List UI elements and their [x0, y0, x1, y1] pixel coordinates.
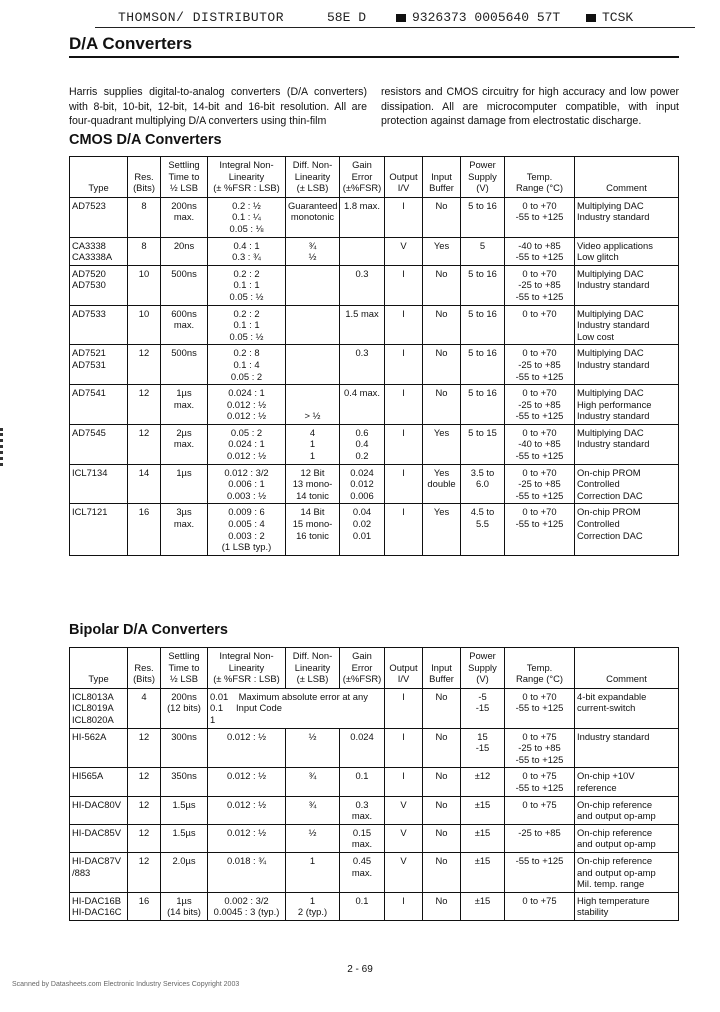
cell-res: 12: [128, 728, 161, 768]
cell-temp: 0 to +70 -55 to +125: [505, 504, 575, 555]
cell-temp: 0 to +70 -25 to +85 -55 to +125: [505, 265, 575, 305]
cell-settle: 2µs max.: [161, 424, 208, 464]
cell-inl: 0.012 : ½: [208, 824, 286, 852]
intro-col-2: resistors and CMOS circuitry for high accuracy and low power dissipation. All are microcomputer compatible, with input protection against damage from electrostatic discharge.: [381, 86, 679, 127]
cell-inl: 0.2 : 2 0.1 : 1 0.05 : ½: [208, 265, 286, 305]
column-header-comment: Comment: [575, 648, 679, 689]
cell-settle: 1µs max.: [161, 385, 208, 425]
table-row: [70, 824, 679, 852]
scan-credit: Scanned by Datasheets.com Electronic Industry Services Copyright 2003: [12, 981, 240, 988]
cell-dnl: 4 1 1: [286, 424, 340, 464]
cell-settle: 1µs: [161, 464, 208, 504]
cell-inl: 0.012 : 3/2 0.006 : 1 0.003 : ½: [208, 464, 286, 504]
cell-settle: 3µs max.: [161, 504, 208, 555]
column-header-out: Output I/V: [385, 648, 423, 689]
table-row: [70, 345, 679, 385]
table-row: [70, 688, 679, 728]
cell-gain: 0.024 0.012 0.006: [340, 464, 385, 504]
cell-type: ICL7121: [70, 504, 128, 555]
page-title: D/A Converters: [69, 34, 193, 53]
cell-settle: 1.5µs: [161, 796, 208, 824]
cell-inl: 0.024 : 1 0.012 : ½ 0.012 : ½: [208, 385, 286, 425]
column-header-type: Type: [70, 648, 128, 689]
cell-buf: Yes: [423, 424, 461, 464]
cell-buf: No: [423, 728, 461, 768]
cell-dnl: 12 Bit 13 mono- 14 tonic: [286, 464, 340, 504]
cell-buf: No: [423, 688, 461, 728]
cell-dnl: ¾ ½: [286, 237, 340, 265]
cell-type: CA3338 CA3338A: [70, 237, 128, 265]
cell-temp: 0 to +75: [505, 892, 575, 920]
bipolar-header-row: [70, 648, 679, 689]
cell-out: I: [385, 424, 423, 464]
cell-out: V: [385, 796, 423, 824]
cell-comment: Multiplying DAC High performance Industry standard: [575, 385, 679, 425]
cell-type: AD7533: [70, 305, 128, 345]
table-row: [70, 464, 679, 504]
column-header-dnl: Diff. Non- Linearity (± LSB): [286, 648, 340, 689]
cell-pwr: 5 to 16: [461, 345, 505, 385]
cell-dnl: 1: [286, 852, 340, 892]
cell-pwr: -5 -15: [461, 688, 505, 728]
cell-pwr: 5 to 16: [461, 265, 505, 305]
cell-gain: 0.1: [340, 768, 385, 796]
table-row: [70, 728, 679, 768]
cell-dnl: ¾: [286, 768, 340, 796]
cell-inl: 0.012 : ½: [208, 728, 286, 768]
cell-inl: 0.2 : 2 0.1 : 1 0.05 : ½: [208, 305, 286, 345]
cell-type: HI-DAC87V /883: [70, 852, 128, 892]
cell-gain: 0.6 0.4 0.2: [340, 424, 385, 464]
cell-out: V: [385, 852, 423, 892]
cell-comment: On-chip reference and output op-amp: [575, 824, 679, 852]
cell-comment: Multiplying DAC Industry standard: [575, 197, 679, 237]
cell-inl: 0.012 : ½: [208, 796, 286, 824]
page-number: 2 - 69: [347, 964, 373, 975]
cell-pwr: 5: [461, 237, 505, 265]
cell-out: I: [385, 345, 423, 385]
cell-dnl: Guaranteed monotonic: [286, 197, 340, 237]
header-code: 58E D: [327, 10, 367, 25]
cell-inl: 0.4 : 1 0.3 : ¾: [208, 237, 286, 265]
cell-comment: Multiplying DAC Industry standard: [575, 345, 679, 385]
cell-out: I: [385, 892, 423, 920]
cell-temp: 0 to +70 -25 to +85 -55 to +125: [505, 464, 575, 504]
cell-res: 16: [128, 892, 161, 920]
cell-settle: 600ns max.: [161, 305, 208, 345]
cell-pwr: 5 to 16: [461, 305, 505, 345]
intro-col-1: Harris supplies digital-to-analog converters (D/A converters) with 8-bit, 10-bit, 12-bit, 14-bit and 16-bit resolution. All are four-quadrant multiplying D/A converters using thin-film: [69, 86, 367, 127]
cell-temp: 0 to +70 -55 to +125: [505, 197, 575, 237]
column-header-gain: Gain Error (±%FSR): [340, 648, 385, 689]
table-row: [70, 852, 679, 892]
cell-res: 8: [128, 237, 161, 265]
column-header-res: Res. (Bits): [128, 157, 161, 198]
cell-settle: 300ns: [161, 728, 208, 768]
cell-type: AD7541: [70, 385, 128, 425]
cell-type: AD7523: [70, 197, 128, 237]
cell-comment: Industry standard: [575, 728, 679, 768]
cmos-table: [69, 156, 679, 556]
table-row: [70, 892, 679, 920]
table-row: [70, 768, 679, 796]
header-barcode: [392, 10, 560, 25]
cell-buf: No: [423, 197, 461, 237]
cell-temp: 0 to +75: [505, 796, 575, 824]
cell-buf: No: [423, 796, 461, 824]
cell-gain: 0.4 max.: [340, 385, 385, 425]
cell-inl: 0.05 : 2 0.024 : 1 0.012 : ½: [208, 424, 286, 464]
cell-settle: 200ns max.: [161, 197, 208, 237]
cell-buf: Yes: [423, 237, 461, 265]
cell-inl: 0.012 : ½: [208, 768, 286, 796]
cell-type: ICL7134: [70, 464, 128, 504]
cell-out: I: [385, 265, 423, 305]
cell-res: 12: [128, 824, 161, 852]
cell-inl: 0.2 : ½ 0.1 : ¼ 0.05 : ⅛: [208, 197, 286, 237]
cell-temp: -25 to +85: [505, 824, 575, 852]
cell-temp: 0 to +75 -55 to +125: [505, 768, 575, 796]
cell-inl: 0.018 : ¾: [208, 852, 286, 892]
cell-buf: No: [423, 892, 461, 920]
cell-out: V: [385, 237, 423, 265]
square-mark-icon: [586, 14, 596, 22]
cell-pwr: ±15: [461, 852, 505, 892]
cell-settle: 500ns: [161, 345, 208, 385]
cell-buf: Yes: [423, 504, 461, 555]
bipolar-table: [69, 647, 679, 921]
cell-comment: 4-bit expandable current-switch: [575, 688, 679, 728]
column-header-buf: Input Buffer: [423, 157, 461, 198]
table-row: [70, 796, 679, 824]
table-row: [70, 504, 679, 555]
cell-temp: 0 to +70 -55 to +125: [505, 688, 575, 728]
cell-gain: 1.8 max.: [340, 197, 385, 237]
cell-type: HI-DAC16B HI-DAC16C: [70, 892, 128, 920]
cell-type: HI565A: [70, 768, 128, 796]
cell-pwr: ±15: [461, 892, 505, 920]
title-divider: [69, 56, 679, 58]
header-right-text: TCSK: [602, 10, 634, 25]
cell-buf: No: [423, 824, 461, 852]
column-header-comment: Comment: [575, 157, 679, 198]
scan-edge-mark: [0, 428, 6, 466]
cell-res: 12: [128, 345, 161, 385]
cell-res: 16: [128, 504, 161, 555]
cell-inl: 0.002 : 3/2 0.0045 : 3 (typ.): [208, 892, 286, 920]
cell-settle: 1.5µs: [161, 824, 208, 852]
cell-out: I: [385, 688, 423, 728]
cell-res: 14: [128, 464, 161, 504]
cell-pwr: 5 to 16: [461, 385, 505, 425]
cell-gain: 0.45 max.: [340, 852, 385, 892]
cell-dnl: ¾: [286, 796, 340, 824]
cmos-header-row: [70, 157, 679, 198]
column-header-res: Res. (Bits): [128, 648, 161, 689]
cell-settle: 200ns (12 bits): [161, 688, 208, 728]
table-row: [70, 305, 679, 345]
cell-pwr: ±15: [461, 796, 505, 824]
cell-type: AD7520 AD7530: [70, 265, 128, 305]
cell-out: I: [385, 197, 423, 237]
cell-comment: On-chip PROM Controlled Correction DAC: [575, 504, 679, 555]
cell-buf: No: [423, 345, 461, 385]
cell-res: 12: [128, 852, 161, 892]
cell-dnl: [286, 345, 340, 385]
column-header-pwr: Power Supply (V): [461, 648, 505, 689]
cell-comment: High temperature stability: [575, 892, 679, 920]
bipolar-section-title: Bipolar D/A Converters: [69, 622, 228, 638]
cell-buf: No: [423, 265, 461, 305]
cell-res: 4: [128, 688, 161, 728]
cell-gain: 0.15 max.: [340, 824, 385, 852]
cell-inl: 0.009 : 6 0.005 : 4 0.003 : 2 (1 LSB typ.): [208, 504, 286, 555]
table-row: [70, 385, 679, 425]
column-header-type: Type: [70, 157, 128, 198]
cell-dnl: [286, 305, 340, 345]
cmos-section-title: CMOS D/A Converters: [69, 132, 222, 148]
column-header-dnl: Diff. Non- Linearity (± LSB): [286, 157, 340, 198]
cell-settle: 500ns: [161, 265, 208, 305]
cell-res: 12: [128, 385, 161, 425]
cell-settle: 20ns: [161, 237, 208, 265]
cell-pwr: 5 to 15: [461, 424, 505, 464]
cell-res: 12: [128, 796, 161, 824]
cell-settle: 2.0µs: [161, 852, 208, 892]
barcode-text: 9326373 0005640 57T: [412, 10, 561, 25]
cell-type: HI-DAC80V: [70, 796, 128, 824]
square-mark-icon: [396, 14, 406, 22]
cell-comment: Multiplying DAC Industry standard: [575, 265, 679, 305]
cell-type: AD7521 AD7531: [70, 345, 128, 385]
cell-inl: 0.2 : 8 0.1 : 4 0.05 : 2: [208, 345, 286, 385]
cell-gain: 0.024: [340, 728, 385, 768]
cell-comment: On-chip PROM Controlled Correction DAC: [575, 464, 679, 504]
cell-type: AD7545: [70, 424, 128, 464]
header-divider: [95, 27, 695, 28]
cell-temp: -55 to +125: [505, 852, 575, 892]
column-header-inl: Integral Non- Linearity (± %FSR : LSB): [208, 648, 286, 689]
cell-pwr: ±12: [461, 768, 505, 796]
column-header-settle: Settling Time to ½ LSB: [161, 648, 208, 689]
table-row: [70, 265, 679, 305]
cell-res: 12: [128, 768, 161, 796]
column-header-pwr: Power Supply (V): [461, 157, 505, 198]
cell-dnl: 14 Bit 15 mono- 16 tonic: [286, 504, 340, 555]
cell-gain: 1.5 max: [340, 305, 385, 345]
column-header-temp: Temp. Range (°C): [505, 157, 575, 198]
cell-settle: 350ns: [161, 768, 208, 796]
cell-comment: Video applications Low glitch: [575, 237, 679, 265]
cell-pwr: 5 to 16: [461, 197, 505, 237]
cell-pwr: 3.5 to 6.0: [461, 464, 505, 504]
cell-temp: 0 to +75 -25 to +85 -55 to +125: [505, 728, 575, 768]
cell-comment: On-chip reference and output op-amp Mil. temp. range: [575, 852, 679, 892]
cell-buf: No: [423, 768, 461, 796]
column-header-gain: Gain Error (±%FSR): [340, 157, 385, 198]
cell-comment: On-chip reference and output op-amp: [575, 796, 679, 824]
table-row: [70, 424, 679, 464]
cell-settle: 1µs (14 bits): [161, 892, 208, 920]
cell-gain: 0.1: [340, 892, 385, 920]
cell-temp: 0 to +70: [505, 305, 575, 345]
cell-out: I: [385, 385, 423, 425]
cell-res: 10: [128, 305, 161, 345]
header-right: [582, 10, 633, 25]
cell-out: I: [385, 728, 423, 768]
cell-temp: 0 to +70 -40 to +85 -55 to +125: [505, 424, 575, 464]
cell-comment: Multiplying DAC Industry standard: [575, 424, 679, 464]
column-header-inl: Integral Non- Linearity (± %FSR : LSB): [208, 157, 286, 198]
cell-buf: Yes double: [423, 464, 461, 504]
cell-res: 10: [128, 265, 161, 305]
table-row: [70, 237, 679, 265]
cell-gain: [340, 237, 385, 265]
cell-res: 8: [128, 197, 161, 237]
cell-type: HI-DAC85V: [70, 824, 128, 852]
cell-type: HI-562A: [70, 728, 128, 768]
cell-out: I: [385, 464, 423, 504]
cell-pwr: 4.5 to 5.5: [461, 504, 505, 555]
cell-out: I: [385, 504, 423, 555]
cell-gain: 0.3 max.: [340, 796, 385, 824]
column-header-temp: Temp. Range (°C): [505, 648, 575, 689]
column-header-out: Output I/V: [385, 157, 423, 198]
cell-out: I: [385, 305, 423, 345]
cell-buf: No: [423, 385, 461, 425]
cell-buf: No: [423, 852, 461, 892]
cell-comment: On-chip +10V reference: [575, 768, 679, 796]
cell-dnl: > ½: [286, 385, 340, 425]
cell-temp: 0 to +70 -25 to +85 -55 to +125: [505, 345, 575, 385]
cell-dnl: 1 2 (typ.): [286, 892, 340, 920]
cell-dnl: [286, 265, 340, 305]
column-header-settle: Settling Time to ½ LSB: [161, 157, 208, 198]
cell-dnl: ½: [286, 824, 340, 852]
cell-comment: Multiplying DAC Industry standard Low cost: [575, 305, 679, 345]
cell-buf: No: [423, 305, 461, 345]
cell-type: ICL8013A ICL8019A ICL8020A: [70, 688, 128, 728]
cell-out: V: [385, 824, 423, 852]
cell-pwr: 15 -15: [461, 728, 505, 768]
cell-merged-accuracy: 0.01 Maximum absolute error at any 0.1 Input Code 1: [208, 688, 385, 728]
cell-gain: 0.3: [340, 265, 385, 305]
cell-gain: 0.04 0.02 0.01: [340, 504, 385, 555]
cell-out: I: [385, 768, 423, 796]
column-header-buf: Input Buffer: [423, 648, 461, 689]
distributor-stamp: THOMSON/ DISTRIBUTOR: [118, 10, 285, 25]
cell-res: 12: [128, 424, 161, 464]
table-row: [70, 197, 679, 237]
cell-dnl: ½: [286, 728, 340, 768]
cell-temp: 0 to +70 -25 to +85 -55 to +125: [505, 385, 575, 425]
cell-pwr: ±15: [461, 824, 505, 852]
cell-gain: 0.3: [340, 345, 385, 385]
cell-temp: -40 to +85 -55 to +125: [505, 237, 575, 265]
